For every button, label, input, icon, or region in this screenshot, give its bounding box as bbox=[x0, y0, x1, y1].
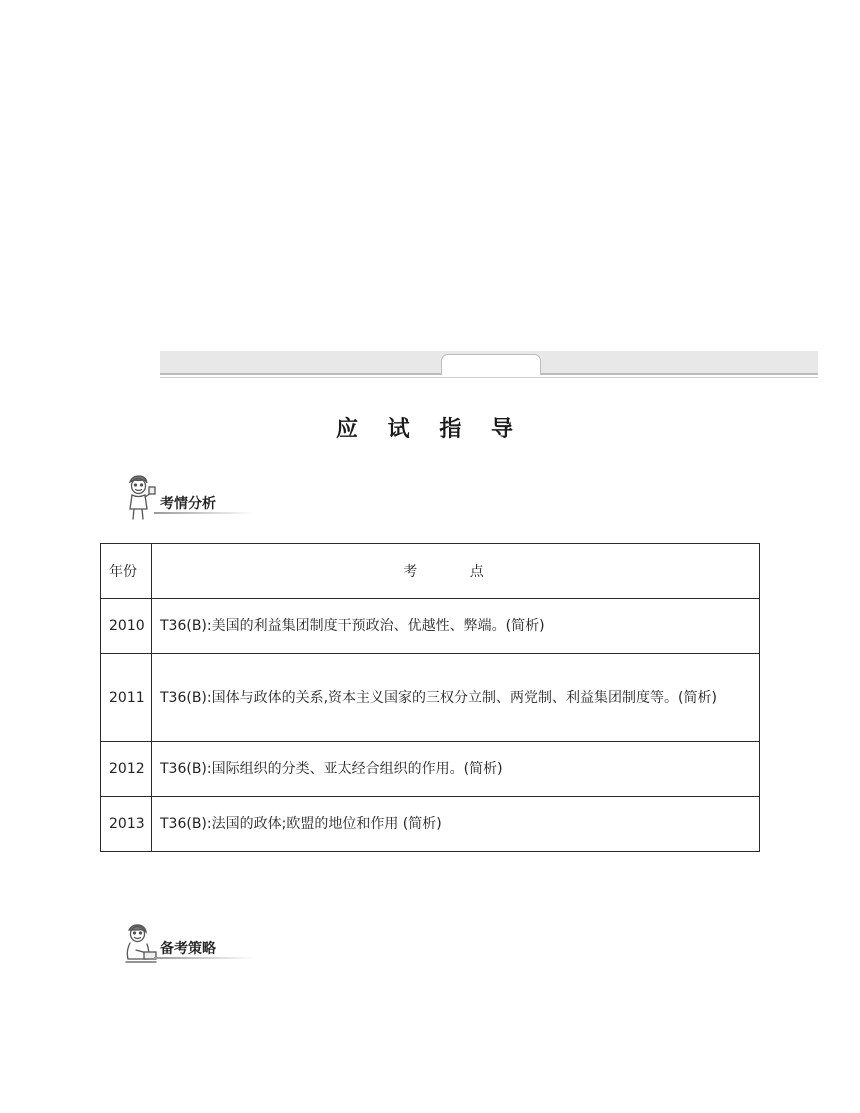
row-content: T36(B):国体与政体的关系,资本主义国家的三权分立制、两党制、利益集团制度等。(简析) bbox=[152, 654, 760, 742]
row-content: T36(B):美国的利益集团制度干预政治、优越性、弊端。(简析) bbox=[152, 599, 760, 654]
teacher-figure-icon bbox=[122, 473, 158, 521]
section-label-analysis: 考情分析 bbox=[160, 496, 216, 512]
section-rule-strategy bbox=[154, 957, 254, 959]
section-head-analysis bbox=[122, 473, 262, 517]
table-row bbox=[101, 742, 760, 797]
student-writing-icon bbox=[122, 922, 158, 966]
row-content: T36(B):国际组织的分类、亚太经合组织的作用。(简析) bbox=[152, 742, 760, 797]
header-tab bbox=[441, 354, 541, 375]
table-row bbox=[101, 797, 760, 852]
section-label-strategy: 备考策略 bbox=[160, 941, 216, 957]
table-header-row bbox=[101, 544, 760, 599]
section-rule-analysis bbox=[154, 512, 254, 514]
row-year: 2011 bbox=[101, 654, 152, 742]
row-year: 2012 bbox=[101, 742, 152, 797]
exam-points-table bbox=[100, 543, 760, 852]
row-content: T36(B):法国的政体;欧盟的地位和作用 (简析) bbox=[152, 797, 760, 852]
header-year: 年份 bbox=[101, 544, 152, 599]
row-year: 2010 bbox=[101, 599, 152, 654]
table-row bbox=[101, 654, 760, 742]
header-point: 考 点 bbox=[152, 544, 760, 599]
section-head-strategy bbox=[122, 922, 262, 966]
row-year: 2013 bbox=[101, 797, 152, 852]
table-row bbox=[101, 599, 760, 654]
page-title: 应 试 指 导 bbox=[336, 417, 524, 442]
header-rule bbox=[160, 377, 818, 378]
